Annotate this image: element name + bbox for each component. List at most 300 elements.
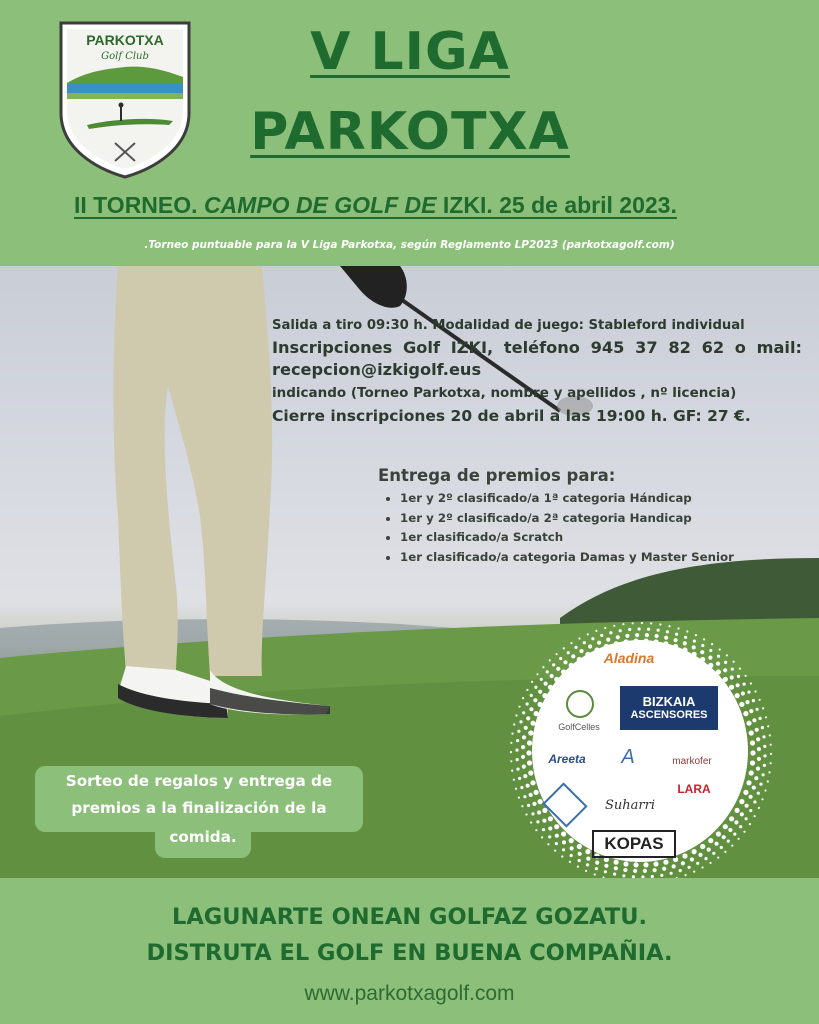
halo-dot	[762, 707, 764, 709]
halo-dot	[555, 842, 558, 845]
halo-dot	[530, 694, 533, 697]
halo-dot	[743, 790, 748, 795]
halo-dot	[738, 838, 740, 840]
halo-dot	[529, 707, 533, 711]
halo-dot	[570, 642, 572, 644]
halo-dot	[541, 836, 543, 838]
halo-dot	[763, 764, 766, 767]
halo-dot	[519, 720, 522, 723]
raffle-line1: Sorteo de regalos y entrega de	[65, 772, 333, 790]
halo-dot	[727, 840, 730, 843]
halo-dot	[749, 709, 753, 713]
halo-dot	[561, 855, 563, 857]
halo-dot	[623, 861, 628, 866]
slogan-spanish: DISTRUTA EL GOLF EN BUENA COMPAÑIA.	[146, 940, 673, 966]
halo-dot	[745, 817, 748, 820]
halo-dot	[770, 762, 772, 764]
halo-dot	[579, 649, 583, 653]
halo-dot	[722, 835, 726, 839]
halo-dot	[587, 633, 589, 635]
halo-dot	[757, 792, 760, 795]
halo-dot	[741, 691, 745, 695]
halo-dot	[703, 638, 705, 640]
halo-dot	[657, 629, 660, 632]
slogan-basque: LAGUNARTE ONEAN GOLFAZ GOZATU.	[171, 904, 648, 930]
halo-dot	[743, 711, 748, 716]
start-time: Salida a tiro 09:30 h. Modalidad de juego: Stableford individual	[272, 318, 745, 333]
registration-details: indicando (Torneo Parkotxa, nombre y apellidos , nº licencia)	[272, 385, 737, 401]
halo-dot	[647, 628, 650, 631]
halo-dot	[595, 867, 598, 870]
halo-dot	[533, 698, 537, 702]
halo-dot	[526, 689, 528, 691]
halo-dot	[666, 630, 669, 633]
halo-dot	[513, 723, 515, 725]
halo-dot	[747, 691, 750, 694]
halo-dot	[511, 770, 513, 772]
halo-dot	[632, 622, 634, 624]
halo-dot	[717, 655, 720, 658]
halo-dot	[675, 633, 678, 636]
halo-dot	[606, 638, 610, 642]
halo-dot	[735, 693, 740, 698]
sponsor-kopas: KOPAS	[592, 830, 676, 858]
halo-dot	[763, 745, 766, 748]
halo-dot	[578, 637, 580, 639]
halo-dot	[527, 804, 530, 807]
halo-dot	[534, 686, 537, 689]
halo-dot	[604, 627, 606, 629]
halo-dot	[556, 653, 558, 655]
halo-dot	[761, 798, 763, 800]
halo-dot	[683, 641, 687, 645]
halo-dot	[595, 861, 599, 865]
halo-dot	[569, 861, 571, 863]
halo-dot	[604, 864, 608, 868]
halo-dot	[650, 622, 652, 624]
sponsor-markofer: markofer	[672, 756, 712, 767]
halo-dot	[750, 750, 755, 755]
halo-dot	[743, 683, 746, 686]
halo-dot	[723, 668, 727, 672]
halo-dot	[729, 816, 734, 821]
sponsor-aladina: Aladina	[603, 650, 655, 666]
halo-dot	[728, 828, 732, 832]
prizes-list	[378, 489, 798, 567]
halo-dot	[753, 800, 756, 803]
halo-dot	[756, 767, 760, 771]
halo-dot	[523, 795, 526, 798]
halo-dot	[686, 630, 688, 632]
halo-dot	[754, 776, 758, 780]
halo-dot	[604, 870, 607, 873]
logo-title: PARKOTXA	[86, 32, 164, 48]
halo-dot	[622, 623, 624, 625]
prize-item: • 1er clasificado/a categoria Damas y Master Senior	[400, 548, 798, 568]
halo-dot	[737, 675, 740, 678]
halo-dot	[578, 859, 581, 862]
halo-dot	[522, 697, 524, 699]
logo-water	[67, 83, 183, 93]
halo-dot	[540, 678, 543, 681]
halo-dot	[510, 751, 512, 753]
halo-dot	[521, 805, 523, 807]
halo-dot	[594, 873, 596, 875]
halo-dot	[516, 739, 519, 742]
halo-dot	[707, 848, 711, 852]
halo-dot	[668, 625, 670, 627]
halo-dot	[586, 863, 589, 866]
halo-dot	[682, 853, 687, 858]
halo-dot	[628, 628, 631, 631]
halo-dot	[674, 638, 678, 642]
halo-dot	[530, 821, 532, 823]
halo-dot	[733, 661, 735, 663]
halo-dot	[714, 842, 718, 846]
halo-dot	[583, 641, 586, 644]
sponsor-a-icon: A	[621, 746, 635, 768]
halo-dot	[709, 649, 712, 652]
halo-dot	[734, 820, 738, 824]
halo-dot	[574, 646, 577, 649]
halo-dot	[538, 690, 542, 694]
halo-dot	[548, 835, 551, 838]
halo-dot	[730, 675, 734, 679]
halo-dot	[754, 815, 756, 817]
halo-dot	[585, 870, 587, 872]
halo-dot	[570, 846, 574, 850]
halo-dot	[548, 826, 552, 830]
halo-dot	[578, 852, 582, 856]
halo-dot	[513, 779, 515, 781]
halo-dot	[524, 726, 528, 730]
halo-dot	[712, 852, 715, 855]
halo-dot	[765, 716, 767, 718]
halo-dot	[614, 866, 618, 870]
halo-dot	[547, 843, 549, 845]
halo-dot	[739, 825, 742, 828]
halo-dot	[532, 802, 536, 806]
halo-dot	[586, 857, 590, 861]
halo-dot	[759, 717, 762, 720]
halo-dot	[663, 860, 668, 865]
halo-dot	[672, 864, 676, 868]
halo-dot	[609, 631, 612, 634]
halo-dot	[701, 644, 704, 647]
halo-dot	[522, 735, 526, 739]
halo-dot	[709, 862, 711, 864]
halo-dot	[749, 795, 753, 799]
halo-dot	[567, 651, 570, 654]
halo-dot	[735, 808, 740, 813]
halo-dot	[759, 783, 762, 786]
halo-dot	[711, 643, 713, 645]
halo-dot	[655, 634, 659, 638]
halo-dot	[563, 647, 565, 649]
raffle-line3: comida.	[169, 828, 237, 846]
halo-dot	[731, 668, 734, 671]
halo-dot	[749, 809, 752, 812]
halo-dot	[662, 867, 666, 871]
halo-dot	[759, 699, 761, 701]
halo-dot	[554, 850, 556, 852]
title-line1: V LIGA	[310, 22, 510, 82]
halo-dot	[542, 666, 544, 668]
ranking-note: .Torneo puntuable para la V Liga Parkotxa, según Reglamento LP2023 (parkotxagolf.com)	[144, 239, 675, 251]
halo-dot	[633, 862, 638, 867]
halo-dot	[684, 636, 687, 639]
halo-dot	[696, 862, 699, 865]
halo-dot	[526, 716, 530, 720]
halo-dot	[529, 793, 533, 797]
halo-dot	[681, 861, 685, 865]
sponsor-suharri: Suharri	[605, 798, 655, 813]
sponsor-bizkaia: BIZKAIA ASCENSORES	[620, 686, 718, 730]
halo-dot	[597, 641, 601, 645]
halo-dot	[515, 788, 517, 790]
halo-dot	[556, 667, 560, 671]
halo-dot	[525, 813, 527, 815]
halo-dot	[619, 629, 622, 632]
halo-dot	[692, 849, 697, 854]
halo-dot	[518, 797, 520, 799]
halo-dot	[526, 750, 531, 755]
halo-dot	[588, 644, 592, 648]
registration-contact: Inscripciones Golf IZKI, teléfono 945 37 82 62 o mail: recepcion@izkigolf.eus	[272, 338, 802, 379]
halo-dot	[595, 630, 597, 632]
raffle-line2: premios a la finalización de la	[71, 799, 327, 817]
prize-item: • 1er y 2º clasificado/a 2ª categoria Handicap	[400, 509, 798, 529]
halo-dot	[700, 650, 704, 654]
sponsor-golfcelles-icon	[566, 690, 594, 718]
halo-dot	[701, 866, 703, 868]
halo-dot	[622, 874, 625, 877]
halo-dot	[756, 708, 759, 711]
registration-info	[272, 318, 802, 425]
halo-dot	[745, 675, 747, 677]
halo-dot	[521, 755, 525, 759]
halo-dot	[733, 833, 736, 836]
halo-dot	[563, 660, 567, 664]
halo-dot	[520, 786, 523, 789]
halo-dot	[700, 844, 705, 849]
halo-dot	[754, 690, 756, 692]
halo-dot	[749, 770, 754, 775]
halo-dot	[692, 645, 696, 649]
halo-dot	[769, 734, 771, 736]
prizes-section	[378, 466, 798, 567]
halo-dot	[518, 777, 521, 780]
halo-dot	[693, 871, 695, 873]
halo-dot	[763, 754, 766, 757]
tournament-headline: II TORNEO. CAMPO DE GOLF DE IZKI. 25 de abril 2023.	[74, 192, 677, 218]
halo-dot	[518, 706, 520, 708]
halo-dot	[537, 810, 541, 814]
halo-dot	[530, 780, 535, 785]
halo-dot	[726, 654, 728, 656]
halo-dot	[764, 789, 766, 791]
halo-dot	[704, 857, 707, 860]
halo-dot	[534, 790, 539, 795]
halo-dot	[521, 745, 525, 749]
prize-item: • 1er y 2º clasificado/a 1ª categoria Hándicap	[400, 489, 798, 509]
halo-dot	[510, 760, 512, 762]
halo-dot	[708, 656, 712, 660]
halo-dot	[757, 747, 761, 751]
sponsor-areeta: Areeta	[548, 752, 586, 766]
halo-dot	[577, 866, 579, 868]
halo-dot	[695, 634, 697, 636]
halo-dot	[643, 862, 648, 867]
halo-dot	[690, 857, 694, 861]
halo-dot	[549, 659, 551, 661]
halo-dot	[745, 804, 749, 808]
halo-dot	[757, 757, 761, 761]
halo-dot	[527, 760, 532, 765]
halo-dot	[591, 637, 594, 640]
prize-item: • 1er clasificado/a Scratch	[400, 528, 798, 548]
halo-dot	[515, 714, 517, 716]
halo-dot	[562, 848, 565, 851]
halo-dot	[633, 869, 637, 873]
halo-dot	[600, 634, 603, 637]
halo-dot	[570, 854, 573, 857]
halo-dot	[531, 681, 533, 683]
halo-dot	[645, 633, 649, 637]
halo-dot	[716, 831, 721, 836]
halo-dot	[756, 737, 760, 741]
halo-dot	[698, 853, 702, 857]
halo-dot	[613, 873, 616, 876]
halo-dot	[546, 670, 549, 673]
halo-dot	[752, 699, 755, 702]
halo-dot	[660, 874, 663, 877]
prizes-heading: Entrega de premios para:	[378, 466, 616, 485]
registration-deadline: Cierre inscripciones 20 de abril a las 19:00 h. GF: 27 €.	[272, 407, 751, 425]
halo-dot	[544, 682, 548, 686]
halo-dot	[750, 740, 755, 745]
title-line2: PARKOTXA	[250, 102, 570, 162]
halo-dot	[616, 635, 620, 639]
halo-dot	[571, 654, 575, 658]
halo-dot	[767, 725, 769, 727]
halo-dot	[768, 771, 770, 773]
halo-dot	[526, 784, 530, 788]
halo-dot	[688, 866, 691, 869]
sponsor-golfcelles: GolfCelles	[558, 722, 600, 732]
halo-dot	[762, 735, 765, 738]
halo-dot	[767, 780, 769, 782]
halo-dot	[635, 633, 639, 637]
halo-dot	[750, 760, 755, 765]
halo-dot	[536, 673, 538, 675]
halo-dot	[770, 744, 772, 746]
halo-dot	[724, 851, 726, 853]
halo-dot	[516, 768, 519, 771]
website-link[interactable]: www.parkotxagolf.com	[304, 982, 515, 1005]
halo-dot	[528, 770, 533, 775]
halo-dot	[552, 663, 555, 666]
halo-dot	[555, 834, 559, 838]
halo-dot	[752, 786, 756, 790]
halo-dot	[720, 846, 723, 849]
halo-dot	[739, 668, 741, 670]
halo-dot	[526, 702, 529, 705]
halo-dot	[542, 819, 546, 823]
halo-dot	[716, 662, 720, 666]
halo-dot	[614, 860, 619, 865]
halo-dot	[724, 661, 727, 664]
halo-dot	[531, 812, 534, 815]
halo-dot	[535, 829, 537, 831]
halo-dot	[653, 861, 658, 866]
halo-dot	[522, 711, 525, 714]
halo-dot	[625, 634, 629, 638]
halo-dot	[736, 683, 740, 687]
halo-dot	[641, 622, 643, 624]
halo-dot	[755, 728, 759, 732]
sponsor-lara: LARA	[677, 782, 711, 796]
halo-dot	[516, 758, 519, 761]
halo-dot	[719, 648, 721, 650]
halo-dot	[745, 700, 749, 704]
halo-dot	[562, 840, 566, 844]
halo-dot	[723, 824, 728, 829]
halo-dot	[536, 820, 539, 823]
halo-dot	[659, 623, 661, 625]
halo-dot	[731, 845, 733, 847]
halo-dot	[693, 640, 696, 643]
halo-dot	[559, 657, 562, 660]
halo-dot	[515, 749, 518, 752]
halo-dot	[677, 627, 679, 629]
halo-dot	[743, 831, 745, 833]
halo-dot	[740, 812, 744, 816]
halo-dot	[670, 872, 673, 875]
halo-dot	[623, 868, 627, 872]
halo-dot	[613, 625, 615, 627]
halo-dot	[708, 838, 713, 843]
halo-dot	[664, 636, 668, 640]
halo-dot	[746, 780, 751, 785]
halo-dot	[749, 823, 751, 825]
halo-dot	[517, 730, 520, 733]
halo-dot	[761, 726, 764, 729]
halo-dot	[739, 799, 744, 804]
halo-dot	[762, 773, 765, 776]
halo-dot	[523, 774, 527, 778]
raffle-note	[35, 766, 363, 832]
halo-dot	[643, 869, 647, 873]
halo-dot	[749, 730, 754, 735]
halo-dot	[542, 828, 545, 831]
halo-dot	[638, 627, 641, 630]
halo-dot	[679, 869, 682, 872]
halo-dot	[770, 753, 772, 755]
halo-dot	[752, 718, 756, 722]
halo-dot	[685, 874, 687, 876]
logo-subtitle: Golf Club	[101, 51, 149, 62]
halo-dot	[510, 742, 512, 744]
halo-dot	[653, 868, 657, 872]
halo-dot	[511, 733, 513, 735]
halo-dot	[758, 807, 760, 809]
halo-dot	[739, 702, 744, 707]
halo-dot	[750, 682, 752, 684]
halo-dot	[550, 674, 554, 678]
halo-dot	[746, 721, 751, 726]
halo-dot	[522, 765, 526, 769]
